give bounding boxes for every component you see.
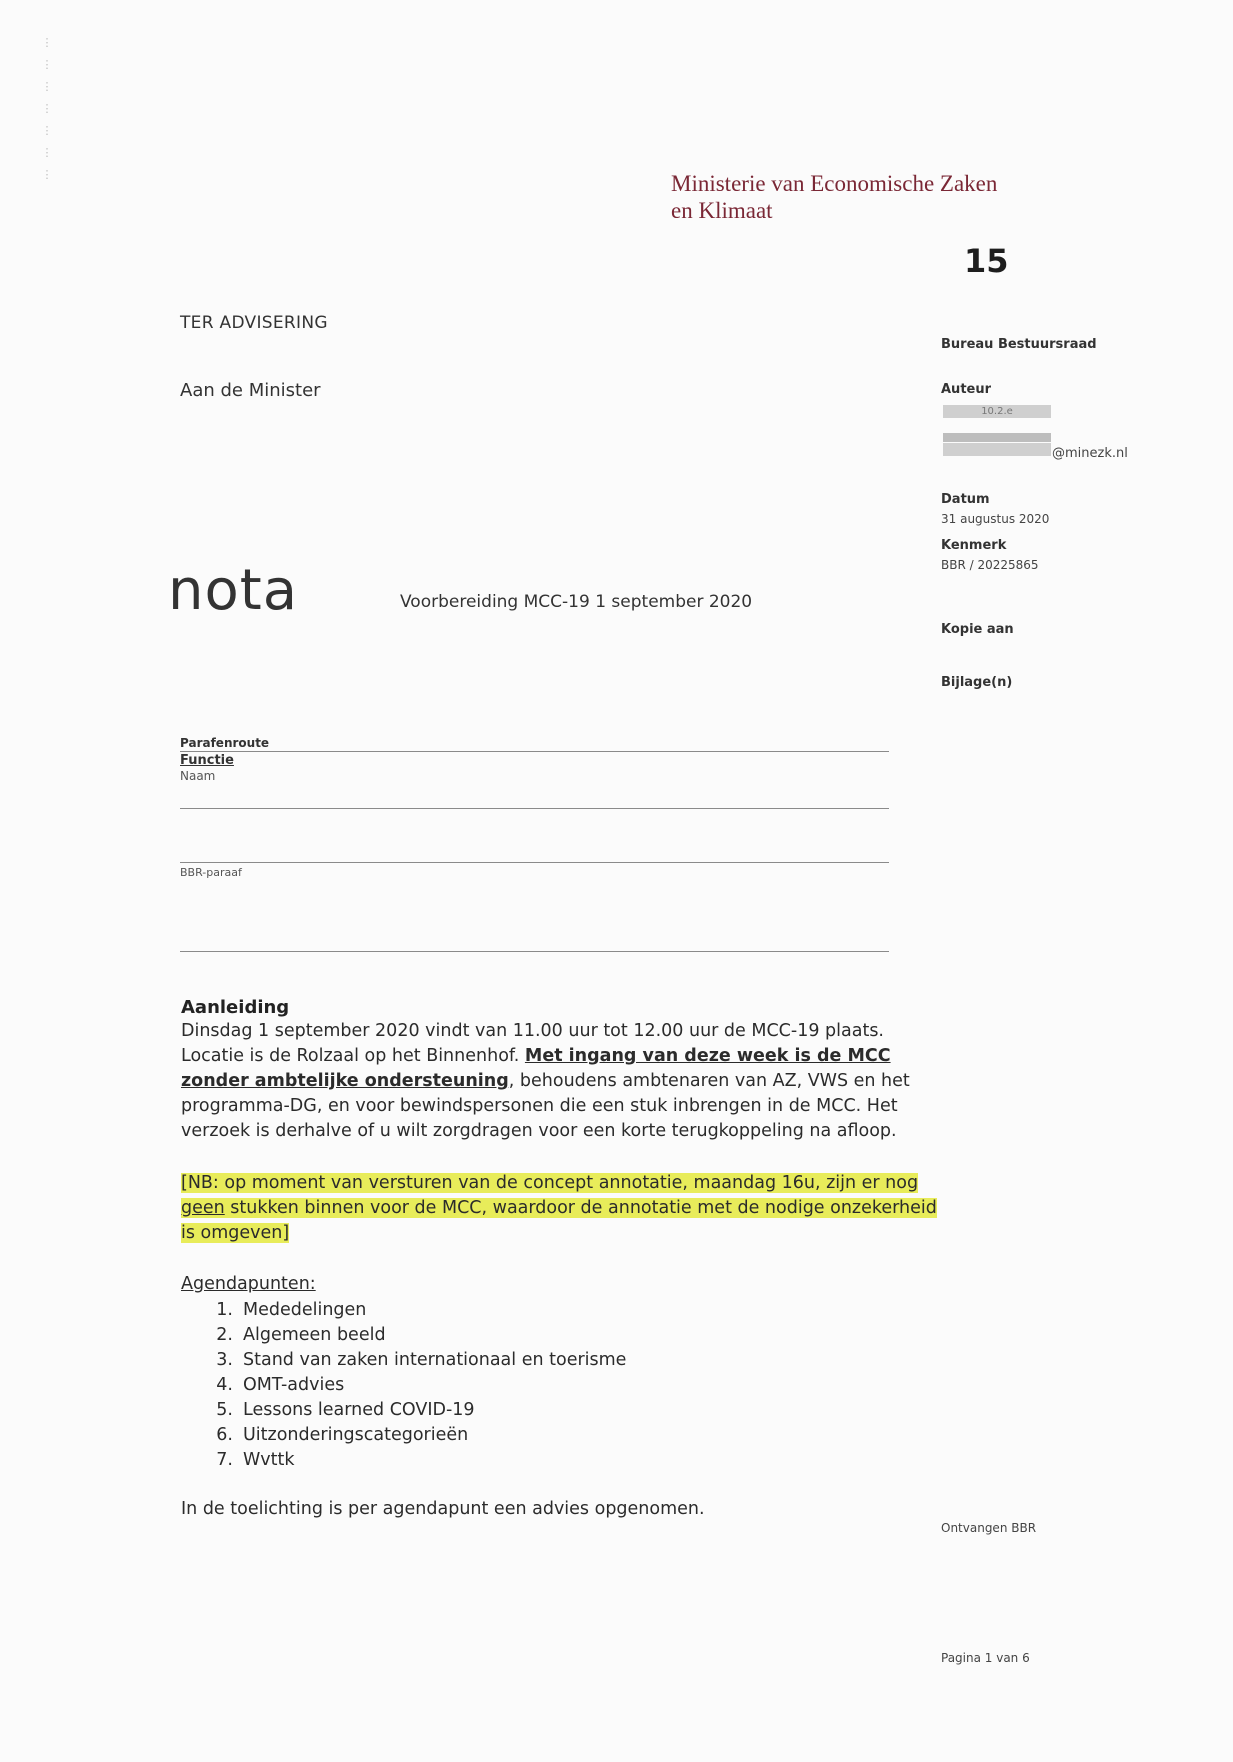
aanleiding-text-1: Dinsdag 1 september 2020 vindt van 11.00 uur tot 12.00 uur de MCC-19 plaats. Locatie is de Rolzaal op het Binnenhof. [181,1021,884,1066]
addressee: Aan de Minister [180,380,321,401]
divider-line [180,751,889,752]
agenda-list [181,1298,626,1473]
aanleiding-emphasis: Met ingang van deze week is de MCC zonder ambtelijke ondersteuning [181,1046,891,1091]
datum-label: Datum [941,492,990,507]
naam-label: Naam [180,769,216,783]
ministry-line-2: en Klimaat [671,198,773,223]
list-item: 2. Algemeen beeld [216,1325,386,1345]
nb-underlined: geen [181,1198,225,1218]
nb-text-1: [NB: op moment van versturen van de concept annotatie, maandag 16u, zijn er nog [181,1173,919,1193]
list-item: 7. Wvttk [216,1450,295,1470]
document-number: 15 [964,242,1009,280]
nb-note [181,1171,941,1246]
list-item: 1. Mededelingen [216,1300,367,1320]
nota-title: nota [168,558,299,623]
datum-value: 31 augustus 2020 [941,512,1050,526]
list-item: 3. Stand van zaken internationaal en toerisme [216,1350,627,1370]
auteur-label: Auteur [941,382,992,397]
department-name: Bureau Bestuursraad [941,337,1097,352]
list-item: 5. Lessons learned COVID-19 [216,1400,475,1420]
email-redaction-top [943,433,1051,442]
aanleiding-text-2: , behoudens ambtenaren van AZ, VWS en het programma-DG, en voor bewindspersonen die een stuk inbrengen in de MCC. Het verzoek is derhalve of u wilt zorgdragen voor een korte terugkoppeling na afloop. [181,1071,910,1141]
functie-label: Functie [180,753,234,768]
divider-line [180,951,889,952]
list-item: 6. Uitzonderingscategorieën [216,1425,469,1445]
aanleiding-heading: Aanleiding [181,997,290,1018]
aanleiding-paragraph [181,1019,941,1144]
ministry-line-1: Ministerie van Economische Zaken [671,171,998,196]
bbr-paraaf-label: BBR-paraaf [180,866,242,879]
email-redaction-bottom [943,443,1051,456]
list-item: 4. OMT-advies [216,1375,345,1395]
ontvangen-bbr-label: Ontvangen BBR [941,1521,1037,1535]
subject-line: Voorbereiding MCC-19 1 september 2020 [400,592,753,612]
agenda-heading: Agendapunten: [181,1274,316,1294]
divider-line [180,862,889,863]
ter-advisering-label: TER ADVISERING [180,313,328,333]
email-suffix: @minezk.nl [1052,446,1128,461]
auteur-redaction: 10.2.e [943,405,1051,418]
kenmerk-label: Kenmerk [941,538,1007,553]
margin-stamp-marks: ⋮ ⋮ ⋮ ⋮ ⋮ ⋮ ⋮ [41,36,53,181]
divider-line [180,808,889,809]
kenmerk-value: BBR / 20225865 [941,558,1039,572]
closing-sentence: In de toelichting is per agendapunt een advies opgenomen. [181,1499,705,1519]
parafenroute-block [180,736,269,783]
kopie-aan-label: Kopie aan [941,622,1014,637]
ministry-logo-text [671,170,997,224]
nb-text-2: stukken binnen voor de MCC, waardoor de annotatie met de nodige onzekerheid is omgeven] [181,1198,937,1243]
bijlagen-label: Bijlage(n) [941,675,1013,690]
page-number: Pagina 1 van 6 [941,1651,1030,1665]
parafenroute-title: Parafenroute [180,736,270,750]
